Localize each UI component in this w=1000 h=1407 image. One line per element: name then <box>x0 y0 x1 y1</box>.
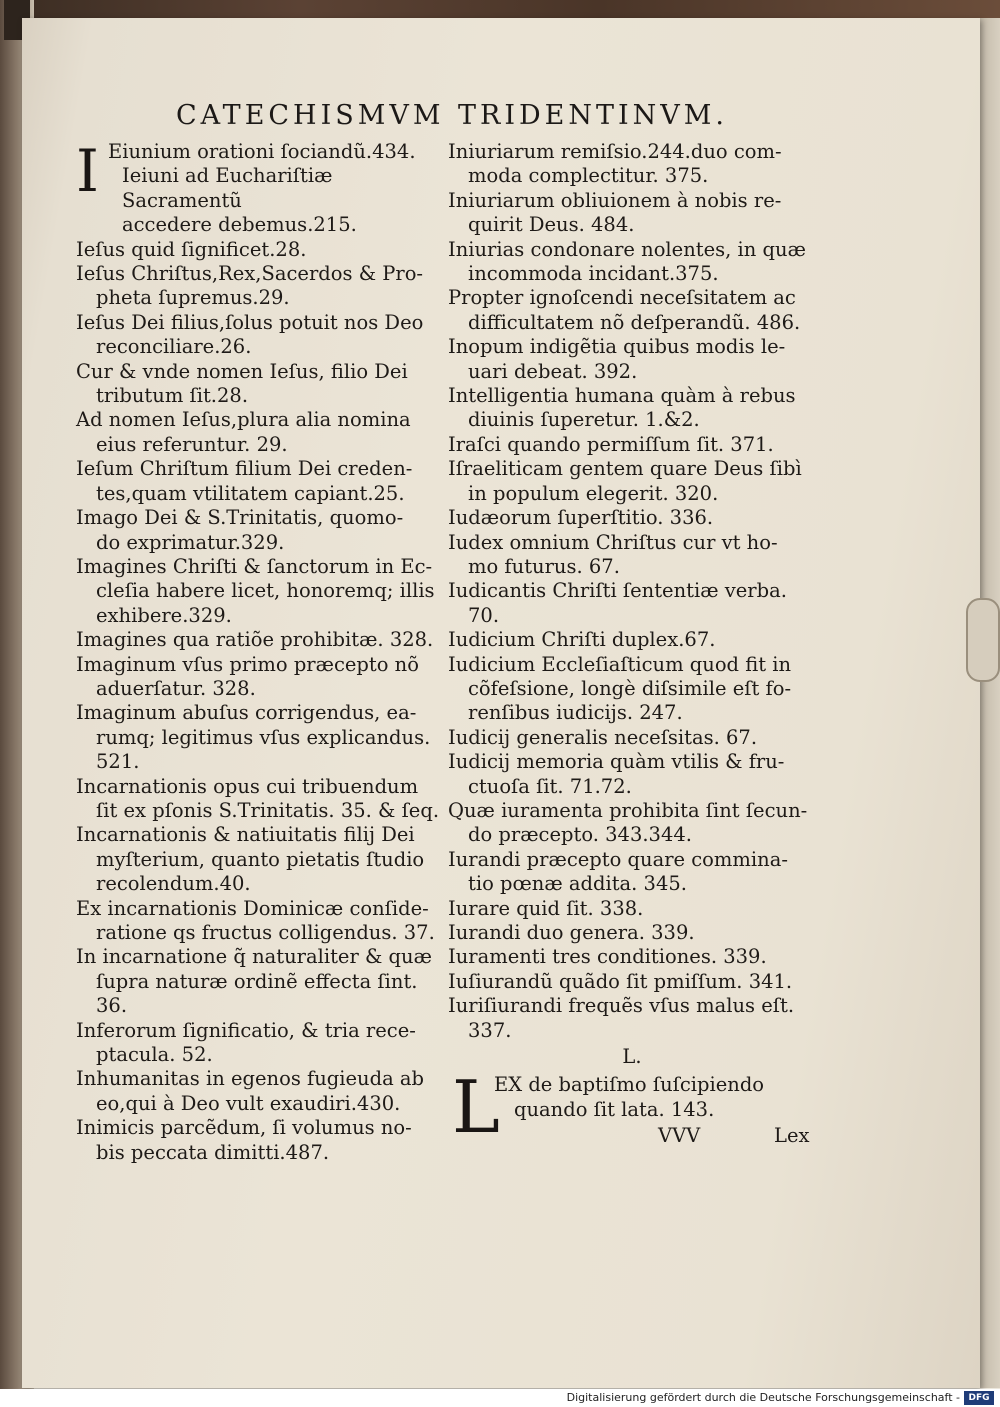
entry-line: aduerſatur. 328. <box>96 676 256 700</box>
entry-line: pheta ſupremus.29. <box>96 286 290 310</box>
entry-line: Iudicij generalis neceſsitas. 67. <box>448 725 758 749</box>
entry-line: eius referuntur. 29. <box>96 432 288 456</box>
entry-line: rumq; legitimus vſus explicandus. <box>96 725 431 749</box>
entry-line: eo,qui à Deo vult exaudiri.430. <box>96 1091 401 1115</box>
entry-line: Propter ignoſcendi neceſsitatem ac <box>448 286 796 310</box>
page-foot <box>448 1124 816 1152</box>
index-entry <box>76 1019 442 1068</box>
entry-line: Eiunium orationi ſociandũ.434. <box>108 140 416 163</box>
entry-line: reconciliare.26. <box>96 335 252 359</box>
entry-line: in populum elegerit. 320. <box>468 481 719 505</box>
drop-cap-L: L <box>452 1065 500 1150</box>
entry-line: Iudicantis Chriſti ſententiæ verba. <box>448 579 787 603</box>
entry-line: bis peccata dimitti.487. <box>96 1140 330 1164</box>
entry-line: Inopum indigẽtia quibus modis le- <box>448 335 786 359</box>
entry-line: Ieſum Chriſtum filium Dei creden- <box>76 457 413 481</box>
entry-line: Inimicis parcẽdum, ſi volumus no- <box>76 1116 412 1140</box>
index-entry <box>76 137 442 238</box>
entry-line: 70. <box>468 603 500 627</box>
entry-line: ptacula. 52. <box>96 1043 213 1067</box>
index-entry <box>448 286 816 335</box>
entry-line: myſterium, quanto pietatis ſtudio <box>96 847 425 871</box>
entry-line: Iuramenti tres conditiones. 339. <box>448 945 767 969</box>
entry-line: cleſia habere licet, honoremq; illis <box>96 579 435 603</box>
index-entry <box>76 1067 442 1116</box>
index-entry <box>448 189 816 238</box>
running-header <box>176 100 736 140</box>
entry-line: Iniuriarum obliuionem à nobis re- <box>448 188 782 212</box>
catchword: Lex <box>774 1124 810 1148</box>
index-column-right <box>448 140 816 1152</box>
index-entry <box>76 653 442 702</box>
entry-line: moda complectitur. 375. <box>468 164 709 188</box>
index-entry <box>76 457 442 506</box>
index-entry <box>448 384 816 433</box>
entry-line: Ieiuni ad Euchariſtiæ Sacramentũ <box>122 164 333 212</box>
entry-line: ſupra naturæ ordinẽ effecta ſint. 36. <box>96 969 418 1018</box>
index-entry <box>76 360 442 409</box>
section-letter: L. <box>622 1045 642 1069</box>
index-entry <box>448 653 816 726</box>
index-entry <box>448 921 816 945</box>
header-left: CATECHISMVM <box>176 100 445 131</box>
entry-line: Ieſus quid ſignificet.28. <box>76 237 307 261</box>
index-entry <box>76 555 442 628</box>
index-entry <box>76 506 442 555</box>
index-entry <box>76 823 442 896</box>
entry-line: cõfeſsione, longè diſsimile eſt fo- <box>468 676 792 700</box>
entry-line: Iurare quid ſit. 338. <box>448 896 644 920</box>
index-entry <box>448 848 816 897</box>
entry-line: Imagines qua ratiõe prohibitæ. 328. <box>76 628 434 652</box>
entry-line: do præcepto. 343.344. <box>468 823 692 847</box>
index-entry <box>448 335 816 384</box>
entry-line: Iniuriarum remiſsio.244.duo com- <box>448 140 782 163</box>
entry-line: Iudicium Chriſti duplex.67. <box>448 628 716 652</box>
index-entry <box>76 262 442 311</box>
index-entry <box>448 970 816 994</box>
entry-line: Incarnationis opus cui tribuendum <box>76 774 419 798</box>
entry-line: accedere debemus.215. <box>122 213 357 237</box>
index-entry <box>448 531 816 580</box>
entry-line: Inhumanitas in egenos fugieuda ab <box>76 1067 425 1091</box>
index-entry <box>448 726 816 750</box>
entry-line: renſibus iudicijs. 247. <box>468 701 683 725</box>
index-entry <box>448 994 816 1043</box>
entry-line: In incarnatione q̃ naturaliter & quæ <box>76 945 432 969</box>
entry-line: ſit ex pſonis S.Trinitatis. 35. & ſeq. <box>96 798 440 822</box>
entry-line: Imaginum abuſus corrigendus, ea- <box>76 701 417 725</box>
entry-line: EX de baptiſmo ſuſcipiendo <box>494 1073 765 1097</box>
entry-line: difficultatem nõ deſperandũ. 486. <box>468 310 801 334</box>
entry-line: uari debeat. 392. <box>468 359 638 383</box>
clasp-mark <box>966 598 1000 682</box>
entry-line: Ad nomen Ieſus,plura alia nomina <box>76 408 411 432</box>
index-entry <box>76 775 442 824</box>
entry-line: quando ſit lata. 143. <box>514 1097 715 1121</box>
entry-line: quirit Deus. 484. <box>468 213 635 237</box>
entry-line: ratione qs fructus colligendus. 37. <box>96 921 435 944</box>
index-entry <box>448 506 816 530</box>
header-right: TRIDENTINVM. <box>458 100 729 131</box>
entry-line: Iudicium Eccleſiaſticum quod fit in <box>448 652 792 676</box>
signature-mark: VVV <box>658 1124 701 1148</box>
entry-line: Iurandi præcepto quare commina- <box>448 847 788 871</box>
entry-line: Ieſus Dei filius,ſolus potuit nos Deo <box>76 310 424 334</box>
dfg-logo: DFG <box>964 1391 994 1405</box>
entry-line: Iniurias condonare nolentes, in quæ <box>448 237 806 261</box>
entry-line: Incarnationis & natiuitatis filij Dei <box>76 823 415 847</box>
entry-line: exhibere.329. <box>96 603 232 627</box>
index-entry <box>76 238 442 262</box>
entry-line: Ieſus Chriſtus,Rex,Sacerdos & Pro- <box>76 262 424 286</box>
index-entry <box>76 897 442 946</box>
entry-line: Iuriſiurandi frequẽs vſus malus eſt. <box>448 994 795 1018</box>
entry-line: Ex incarnationis Dominicæ conſide- <box>76 896 429 920</box>
drop-cap-I: I <box>76 137 99 205</box>
entry-line: Iudicij memoria quàm vtilis & fru- <box>448 750 785 774</box>
entry-line: Iudex omnium Chriſtus cur vt ho- <box>448 530 778 554</box>
index-entry <box>76 945 442 1018</box>
entry-line: 337. <box>468 1018 512 1042</box>
index-entry <box>448 945 816 969</box>
entry-line: Iſraeliticam gentem quare Deus ſibì <box>448 457 802 481</box>
index-entry <box>448 238 816 287</box>
index-entry <box>448 799 816 848</box>
entry-line: do exprimatur.329. <box>96 530 285 554</box>
entry-line: Intelligentia humana quàm à rebus <box>448 384 796 408</box>
index-entry <box>76 1116 442 1165</box>
entry-line: Imago Dei & S.Trinitatis, quomo- <box>76 506 404 530</box>
index-entry <box>448 628 816 652</box>
entry-line: ctuoſa ſit. 71.72. <box>468 774 632 798</box>
entry-line: diuinis ſuperetur. 1.&2. <box>468 408 700 432</box>
entry-line: Imagines Chriſti & ſanctorum in Ec- <box>76 554 433 578</box>
entry-line: Iraſci quando permiſſum ſit. 371. <box>448 432 774 456</box>
entry-line: mo futurus. 67. <box>468 554 620 578</box>
digitization-footer <box>0 1389 1000 1407</box>
index-entry <box>448 750 816 799</box>
entry-line: Iudæorum ſuperſtitio. 336. <box>448 506 714 530</box>
entry-line: Quæ iuramenta prohibita ſint ſecun- <box>448 798 808 822</box>
index-column-left <box>76 137 442 1165</box>
entry-line: Cur & vnde nomen Ieſus, filio Dei <box>76 359 408 383</box>
index-entry <box>448 433 816 457</box>
entry-line: tributum ſit.28. <box>96 384 249 408</box>
entry-line: 521. <box>96 750 140 774</box>
entry-line: Inferorum ſignificatio, & tria rece- <box>76 1018 416 1042</box>
entry-line: Iurandi duo genera. 339. <box>448 921 695 944</box>
index-entry <box>76 701 442 774</box>
entry-line: Iuſiurandũ quãdo ſit pmiſſum. 341. <box>448 969 793 993</box>
index-entry <box>448 457 816 506</box>
index-entry <box>76 408 442 457</box>
index-entry <box>448 140 816 189</box>
footer-text: Digitalisierung gefördert durch die Deutsche Forschungsgemeinschaft - <box>566 1391 960 1404</box>
entry-line: Imaginum vſus primo præcepto nõ <box>76 652 419 676</box>
entry-line: tes,quam vtilitatem capiant.25. <box>96 481 405 505</box>
index-entry <box>448 579 816 628</box>
entry-line: incommoda incidant.375. <box>468 262 719 286</box>
index-entry <box>448 897 816 921</box>
entry-line: recolendum.40. <box>96 872 251 896</box>
index-entry <box>76 311 442 360</box>
index-entry <box>76 628 442 652</box>
entry-line: tio pœnæ addita. 345. <box>468 872 687 896</box>
